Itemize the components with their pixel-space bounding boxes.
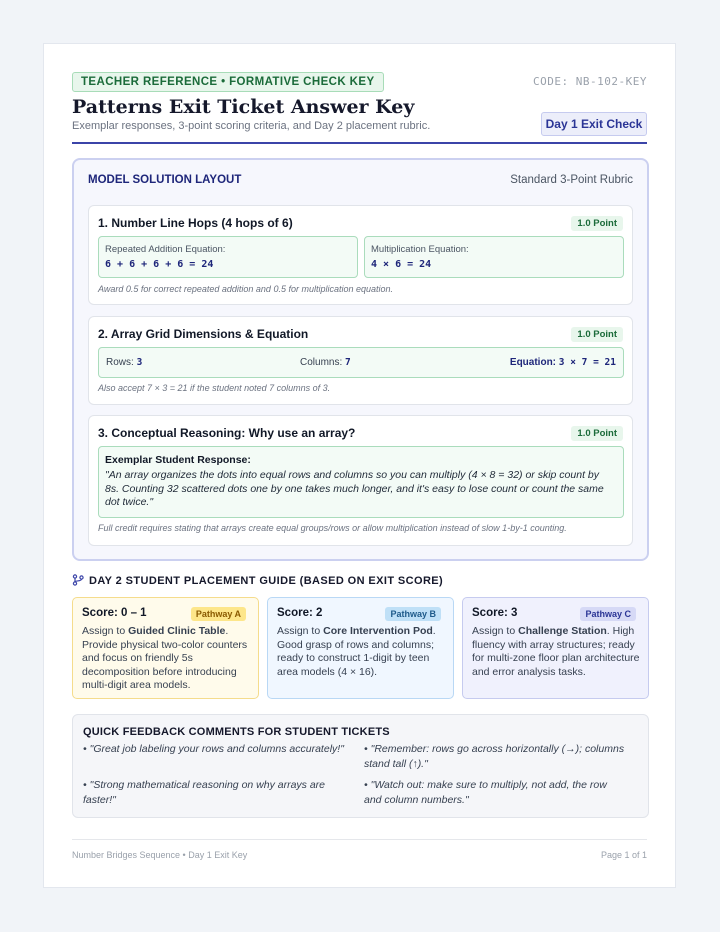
pathway-badge: Pathway B	[385, 607, 441, 621]
pathway-card-b	[267, 597, 454, 699]
rows-field: Rows: 3	[106, 357, 143, 368]
day-exit-check-button[interactable]: Day 1 Exit Check	[541, 112, 647, 136]
placement-guide-heading: DAY 2 STUDENT PLACEMENT GUIDE (BASED ON EXIT SCORE)	[72, 574, 443, 587]
points-badge: 1.0 Point	[571, 426, 623, 441]
pathway-badge: Pathway C	[580, 607, 636, 621]
feedback-comment: • "Strong mathematical reasoning on why arrays are faster!"	[83, 779, 326, 806]
score-range: Score: 0 – 1	[82, 607, 147, 619]
footer-page-number: Page 1 of 1	[600, 850, 647, 860]
pathway-description: Assign to Challenge Station. High fluency with array structures; ready for multi-zone floor plan architecture and error analysis tasks.	[472, 625, 640, 678]
question-title: 2. Array Grid Dimensions & Equation	[98, 327, 309, 341]
columns-field: Columns: 7	[300, 357, 351, 368]
question-title: 3. Conceptual Reasoning: Why use an array?	[98, 426, 356, 440]
model-solution-panel	[72, 158, 649, 561]
repeated-addition-box	[98, 236, 358, 278]
response-heading: Exemplar Student Response:	[105, 454, 251, 466]
answer-key-sheet	[43, 43, 676, 888]
feedback-comment: • "Remember: rows go across horizontally (→); columns stand tall (↑)."	[364, 743, 625, 770]
page-subtitle: Exemplar responses, 3-point scoring criteria, and Day 2 placement rubric.	[72, 120, 431, 132]
array-dimensions-box	[98, 347, 624, 378]
scoring-note: Also accept 7 × 3 = 21 if the student noted 7 columns of 3.	[98, 383, 331, 393]
score-range: Score: 3	[472, 607, 518, 619]
rubric-label: Standard 3-Point Rubric	[510, 174, 633, 186]
pathway-card-a	[72, 597, 259, 699]
equation-value: 6 + 6 + 6 + 6 = 24	[105, 259, 214, 270]
response-text: "An array organizes the dots into equal rows and columns so you can multiply (4 × 8 = 32) or skip count by 8s. Counting 32 scattered dots one by one takes much longer, and it's easy to lose count or count the same dot twice."	[105, 469, 604, 508]
footer-sequence: Number Bridges Sequence • Day 1 Exit Key	[72, 850, 248, 860]
question-card-2	[88, 316, 633, 405]
key-code: CODE: NB-102-KEY	[533, 75, 647, 88]
page-title: Patterns Exit Ticket Answer Key	[72, 96, 415, 118]
multiplication-box	[364, 236, 624, 278]
footer-divider	[72, 839, 647, 840]
feedback-heading: QUICK FEEDBACK COMMENTS FOR STUDENT TICKETS	[83, 726, 390, 738]
equation-field: Equation: 3 × 7 = 21	[509, 357, 616, 368]
model-heading: MODEL SOLUTION LAYOUT	[88, 174, 242, 186]
points-badge: 1.0 Point	[571, 327, 623, 342]
equation-label: Multiplication Equation:	[371, 244, 469, 255]
pathway-badge: Pathway A	[191, 607, 246, 621]
question-title: 1. Number Line Hops (4 hops of 6)	[98, 216, 293, 230]
feedback-comments-panel	[72, 714, 649, 818]
exemplar-response-box	[98, 446, 624, 518]
question-card-1	[88, 205, 633, 305]
pathway-card-c	[462, 597, 649, 699]
pathway-description: Assign to Core Intervention Pod. Good grasp of rows and columns; ready to construct 1-digit by teen area models (4 × 16).	[277, 625, 436, 678]
equation-value: 4 × 6 = 24	[371, 259, 432, 270]
question-card-3	[88, 415, 633, 546]
teacher-reference-tag: TEACHER REFERENCE • FORMATIVE CHECK KEY	[72, 72, 384, 92]
scoring-note: Award 0.5 for correct repeated addition and 0.5 for multiplication equation.	[98, 284, 394, 294]
branch-icon	[72, 574, 84, 586]
header-divider	[72, 142, 647, 144]
equation-label: Repeated Addition Equation:	[105, 244, 226, 255]
feedback-comment: • "Watch out: make sure to multiply, not add, the row and column numbers."	[364, 779, 607, 806]
score-range: Score: 2	[277, 607, 323, 619]
points-badge: 1.0 Point	[571, 216, 623, 231]
scoring-note: Full credit requires stating that arrays create equal groups/rows or allow multiplication instead of slow 1-by-1 counting.	[98, 523, 567, 533]
feedback-comment: • "Great job labeling your rows and columns accurately!"	[83, 743, 344, 755]
pathway-description: Assign to Guided Clinic Table. Provide physical two-color counters and focus on friendly 5s decomposition before introducing multi-digit area models.	[82, 625, 248, 691]
